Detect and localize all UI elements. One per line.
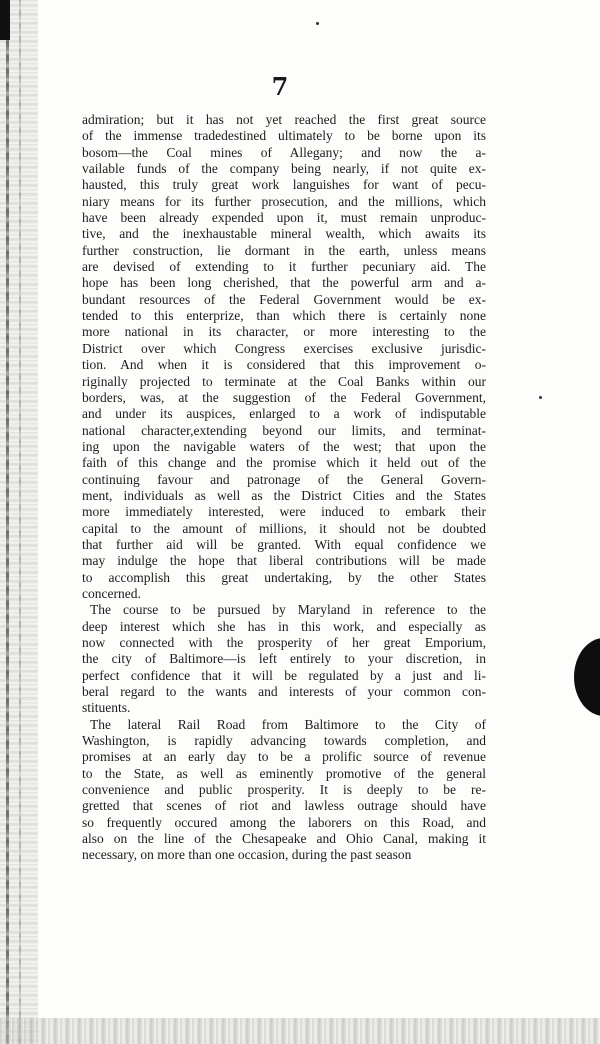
text-line: promises at an early day to be a prolific source of revenue [82, 749, 486, 765]
text-line: capital to the amount of millions, it should not be doubted [82, 520, 486, 536]
text-line: hope has been long cherished, that the powerful arm and a- [82, 275, 486, 291]
text-line: may indulge the hope that liberal contributions will be made [82, 553, 486, 569]
text-line: riginally projected to terminate at the Coal Banks within our [82, 373, 486, 389]
text-line: now connected with the prosperity of her great Emporium, [82, 635, 486, 650]
text-line: continuing favour and patronage of the General Govern- [82, 471, 486, 487]
text-line: District over which Congress exercises exclusive jurisdic- [82, 340, 486, 356]
text-line: perfect confidence that it will be regulated by a just and li- [82, 667, 486, 683]
text-line: further construction, lie dormant in the earth, unless means [82, 242, 486, 258]
text-line: that further aid will be granted. With equal confidence we [82, 536, 486, 552]
text-line: so frequently occured among the laborers on this Road, and [82, 814, 486, 830]
paragraph [82, 602, 486, 716]
speck [316, 22, 319, 25]
text-line: necessary, on more than one occasion, during the past season [82, 847, 412, 863]
text-line: borders, was, at the suggestion of the Federal Government, [82, 389, 486, 405]
text-line: ing upon the navigable waters of the west; that upon the [82, 438, 486, 454]
text-line: more immediately interested, were induced to embark their [82, 504, 486, 520]
text-line: beral regard to the wants and interests of your common con- [82, 684, 486, 700]
body-text [82, 112, 486, 864]
text-line: to the State, as well as eminently promotive of the general [82, 765, 486, 781]
text-line: hausted, this truly great work languishes for want of pecu- [82, 177, 486, 193]
text-line: are devised of extending to it further pecuniary aid. The [82, 259, 486, 275]
text-line: more national in its character, or more interesting to the [82, 324, 486, 340]
text-line: The lateral Rail Road from Baltimore to the City of [90, 716, 486, 732]
text-line: also on the line of the Chesapeake and Ohio Canal, making it [82, 831, 486, 847]
text-line: bosom—the Coal mines of Allegany; and now the a- [82, 144, 486, 160]
text-line: admiration; but it has not yet reached the first great source [82, 112, 486, 127]
paragraph [82, 112, 486, 602]
text-line: The course to be pursued by Maryland in reference to the [90, 602, 486, 618]
text-line: bundant resources of the Federal Government would be ex- [82, 291, 486, 307]
text-line: have been already expended upon it, must remain unproduc- [82, 210, 486, 226]
text-line: national character,extending beyond our limits, and terminat- [82, 422, 486, 438]
bottom-scan-noise [0, 1018, 600, 1044]
text-line: convenience and public prosperity. It is deeply to be re- [82, 782, 486, 798]
binding-shadow-line [19, 0, 21, 1044]
text-line: deep interest which she has in this work, and especially as [82, 618, 486, 634]
ink-blot [574, 638, 600, 716]
binding-corner-mark [0, 0, 10, 40]
paragraph [82, 717, 486, 864]
text-line: tion. And when it is considered that this improvement o- [82, 357, 486, 373]
text-line: faith of this change and the promise which it held out of the [82, 455, 486, 471]
binding-stitch-line [6, 0, 9, 1044]
text-line: vailable funds of the company being nearly, if not quite ex- [82, 161, 486, 177]
speck [539, 396, 542, 399]
page-number: 7 [271, 72, 289, 101]
text-line: and under its auspices, enlarged to a work of indisputable [82, 406, 486, 422]
text-line: Washington, is rapidly advancing towards completion, and [82, 733, 486, 749]
text-line: to accomplish this great undertaking, by the other States [82, 569, 486, 585]
text-line: of the immense tradedestined ultimately to be borne upon its [82, 128, 486, 144]
text-line: concerned. [82, 585, 141, 601]
text-line: ment, individuals as well as the District Cities and the States [82, 487, 486, 503]
text-line: tive, and the inexhaustable mineral wealth, which awaits its [82, 226, 486, 242]
text-line: stituents. [82, 700, 131, 716]
text-line: niary means for its further prosecution, and the millions, which [82, 193, 486, 209]
text-line: tended to this enterprize, than which there is certainly none [82, 308, 486, 324]
text-line: the city of Baltimore—is left entirely to your discretion, in [82, 651, 486, 667]
text-line: gretted that scenes of riot and lawless outrage should have [82, 798, 486, 814]
